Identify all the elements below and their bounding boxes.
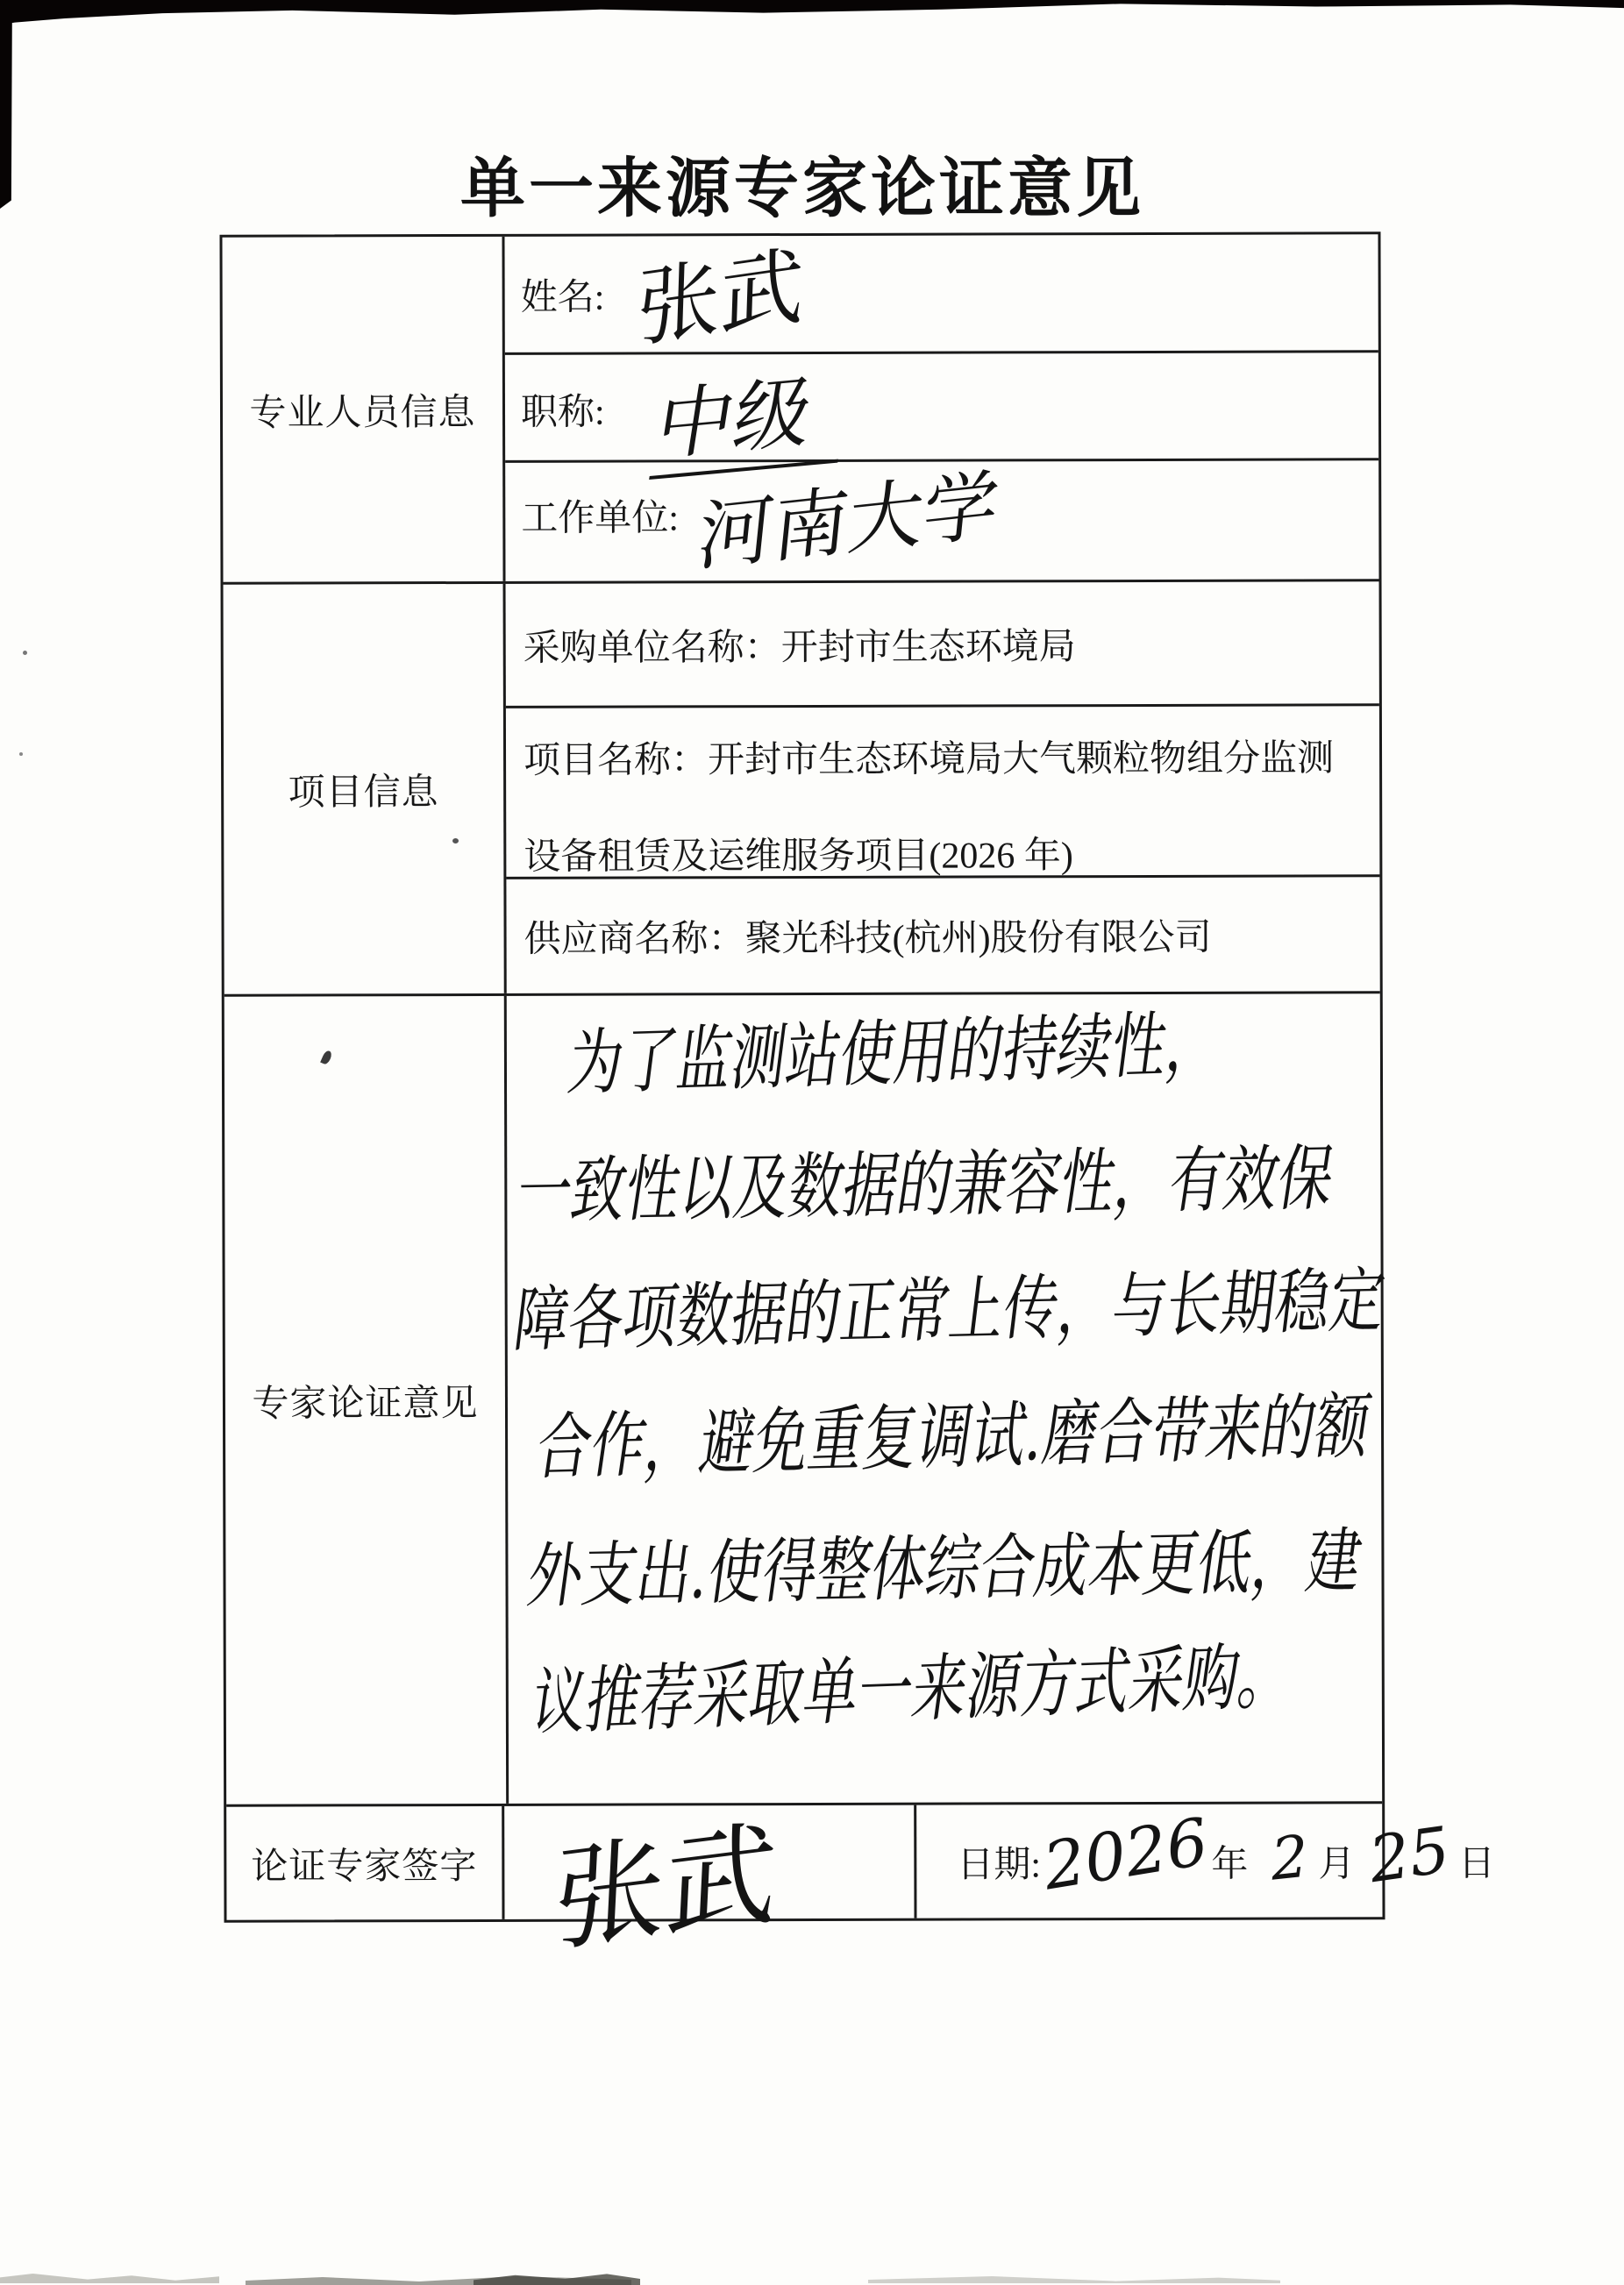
personnel-section-label: 专业人员信息 <box>222 237 505 582</box>
scan-artifact-bottom-smudge <box>0 2274 219 2283</box>
scan-speck <box>23 651 27 655</box>
scan-artifact-left-strip <box>0 0 40 209</box>
date-day-unit: 日 <box>1457 1843 1496 1884</box>
date-year-unit: 年 <box>1211 1844 1249 1885</box>
opinion-line: 为了监测站使用的持续性， <box>563 1000 1227 1106</box>
supplier-row <box>506 877 1379 993</box>
workunit-label: 工作单位: <box>521 498 680 539</box>
document-title: 单一来源专家论证意见 <box>460 153 1144 225</box>
opinion-handwritten-text <box>507 993 1390 1804</box>
signature-cell <box>504 1805 916 1968</box>
personnel-section <box>222 234 1378 581</box>
supplier-text: 供应商名称：聚光科技(杭州)股份有限公司 <box>524 917 1212 960</box>
date-day-handwritten: 25 <box>1366 1811 1452 1898</box>
date-cell <box>916 1804 1495 1918</box>
project-name-line2: 设备租赁及运维服务项目(2026 年) <box>524 836 1073 878</box>
date-month-handwritten: 2 <box>1266 1821 1313 1895</box>
purchaser-row <box>506 581 1379 708</box>
name-handwritten-value: 张武 <box>635 235 805 359</box>
project-name-line1: 项目名称：开封市生态环境局大气颗粒物组分监测 <box>523 738 1335 781</box>
scan-speck <box>19 752 23 756</box>
scan-artifact-bottom-smudge <box>474 2273 640 2285</box>
workunit-row <box>505 460 1378 581</box>
rank-label: 职称: <box>520 392 605 433</box>
opinion-line: 外支出.使得整体综合成本更低，建 <box>523 1519 1367 1618</box>
opinion-line: 议推荐采取单一来源方式采购。 <box>526 1632 1300 1746</box>
project-name-row <box>506 706 1380 879</box>
opinion-table <box>219 231 1496 1968</box>
opinion-line: 一致性以及数据的兼容性，有效保 <box>511 1135 1340 1234</box>
project-section-label: 项目信息 <box>224 584 507 994</box>
signature-section <box>226 1801 1496 1968</box>
opinion-section <box>224 991 1390 1804</box>
name-row <box>504 234 1378 359</box>
date-month-unit: 月 <box>1318 1843 1356 1884</box>
workunit-handwritten-value: 河南大学 <box>693 460 1003 583</box>
opinion-section-label: 专家论证意见 <box>224 996 509 1805</box>
rank-handwritten-value: 中级 <box>649 346 856 480</box>
opinion-line: 合作，避免重复调试.磨合带来的额 <box>531 1383 1377 1490</box>
opinion-line: 障各项数据的正常上传，与长期稳定 <box>509 1257 1390 1362</box>
expert-signature-handwritten: 张武 <box>551 1807 780 1968</box>
project-section <box>224 579 1380 993</box>
scan-artifact-bottom-smudge <box>868 2276 1280 2283</box>
purchaser-text: 采购单位名称：开封市生态环境局 <box>523 626 1076 669</box>
date-year-handwritten: 2026 <box>1042 1802 1209 1906</box>
date-label: 日期: <box>957 1844 1042 1886</box>
name-label: 姓名: <box>520 277 605 318</box>
scan-artifact-top-band <box>0 0 1624 24</box>
signature-section-label: 论证专家签字 <box>226 1806 504 1920</box>
rank-row <box>505 352 1378 472</box>
